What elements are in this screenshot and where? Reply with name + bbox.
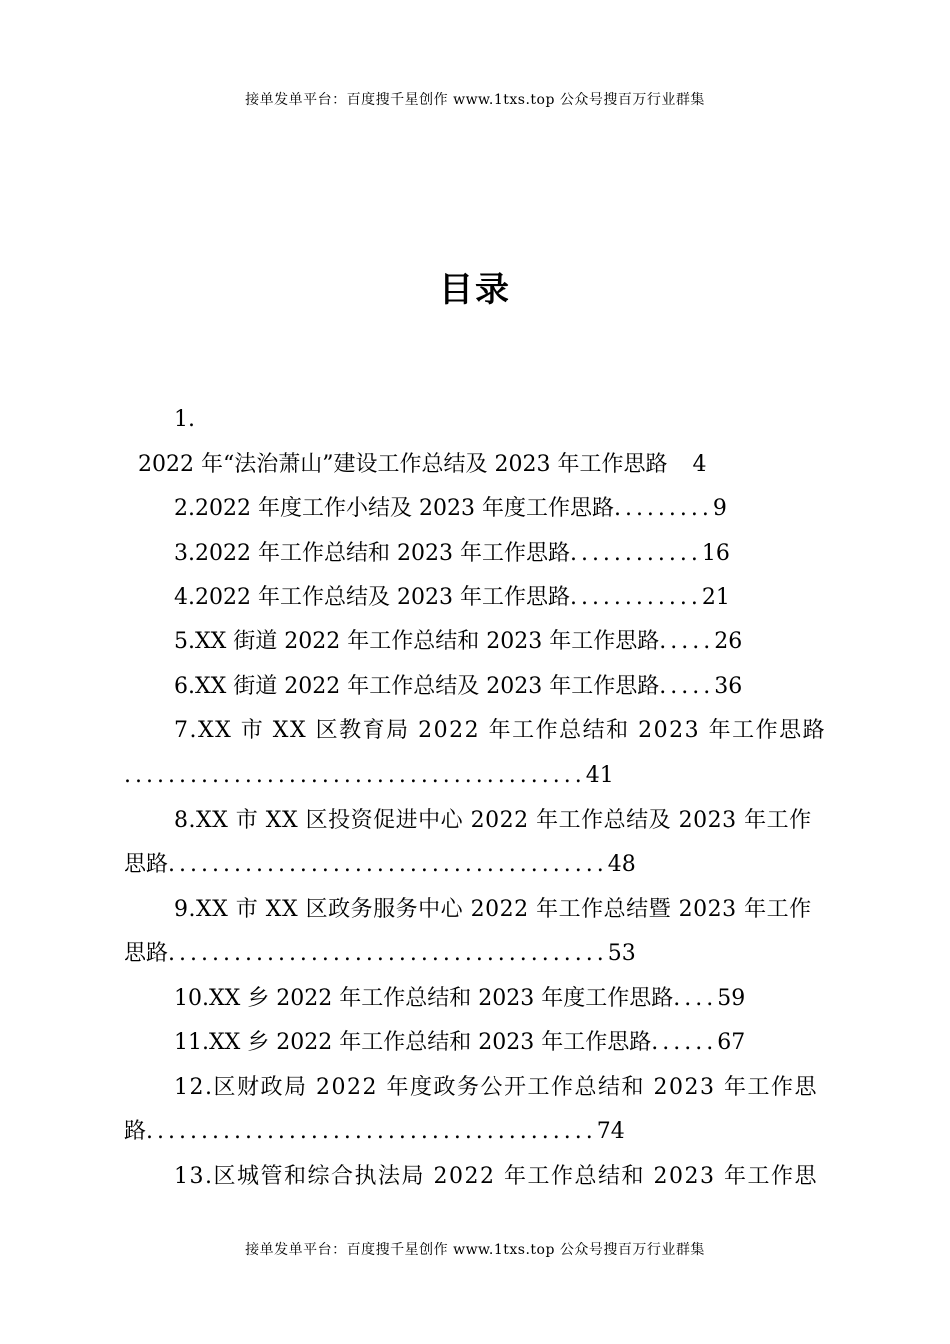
toc-entry-3[interactable] — [174, 539, 730, 569]
toc-entry-1-number: 1. — [174, 407, 195, 432]
toc-entry-1[interactable] — [138, 450, 706, 480]
toc-entry-11-page: 67 — [717, 1030, 746, 1055]
toc-entry-11-text: 11.XX 乡 2022 年工作总结和 2023 年工作思路 — [174, 1030, 652, 1055]
toc-entry-1-text: 2022 年“法治萧山”建设工作总结及 2023 年工作思路 — [138, 452, 668, 477]
toc-entry-12-continuation[interactable] — [124, 1117, 625, 1147]
toc-entry-5-page: 26 — [714, 629, 743, 654]
toc-entry-5-text: 5.XX 街道 2022 年工作总结和 2023 年工作思路 — [174, 629, 660, 654]
toc-entry-4-text: 4.2022 年工作总结及 2023 年工作思路 — [174, 585, 570, 610]
toc-entry-11[interactable] — [174, 1028, 745, 1058]
toc-entry-4[interactable] — [174, 583, 730, 613]
toc-entry-2-page: 9 — [712, 496, 727, 521]
toc-entry-2-text: 2.2022 年度工作小结及 2023 年度工作思路 — [174, 496, 614, 521]
toc-entry-8-continuation[interactable] — [124, 850, 636, 880]
toc-entry-7-page: 41 — [585, 763, 614, 788]
page-header-watermark: 接单发单平台：百度搜千星创作 www.1txs.top 公众号搜百万行业群集 — [245, 92, 705, 108]
toc-entry-6-text: 6.XX 街道 2022 年工作总结及 2023 年工作思路 — [174, 674, 660, 699]
toc-entry-7-continuation[interactable] — [124, 761, 614, 791]
toc-entry-12-leader: ......................................... — [146, 1119, 597, 1144]
toc-entry-10-leader: .... — [673, 986, 718, 1011]
toc-entry-13[interactable]: 13.区城管和综合执法局 2022 年工作总结和 2023 年工作思 — [174, 1164, 818, 1189]
toc-entry-12-cont-text: 路 — [124, 1119, 147, 1144]
toc-entry-9-leader: ........................................ — [168, 941, 608, 966]
toc-entry-8-cont-text: 思路 — [124, 852, 169, 877]
toc-entry-3-text: 3.2022 年工作总结和 2023 年工作思路 — [174, 541, 570, 566]
toc-entry-8-leader: ........................................ — [168, 852, 608, 877]
toc-entry-6[interactable] — [174, 672, 742, 702]
toc-entry-1-page: 4 — [692, 452, 707, 477]
toc-entry-6-leader: ..... — [659, 674, 715, 699]
toc-entry-10-page: 59 — [717, 986, 746, 1011]
toc-entry-10[interactable] — [174, 984, 745, 1014]
toc-entry-7[interactable]: 7.XX 市 XX 区教育局 2022 年工作总结和 2023 年工作思路 — [174, 718, 827, 743]
toc-entry-9-cont-text: 思路 — [124, 941, 169, 966]
toc-entry-5[interactable] — [174, 627, 742, 657]
toc-entry-3-page: 16 — [701, 541, 730, 566]
toc-entry-7-leader: .......................................... — [124, 763, 586, 788]
toc-entry-12[interactable]: 12.区财政局 2022 年度政务公开工作总结和 2023 年工作思 — [174, 1075, 818, 1100]
toc-entry-3-leader: ............ — [569, 541, 702, 566]
toc-entry-9[interactable]: 9.XX 市 XX 区政务服务中心 2022 年工作总结暨 2023 年工作 — [174, 897, 812, 922]
toc-entry-6-page: 36 — [714, 674, 743, 699]
toc-entry-9-continuation[interactable] — [124, 939, 636, 969]
toc-entry-8[interactable]: 8.XX 市 XX 区投资促进中心 2022 年工作总结及 2023 年工作 — [174, 808, 812, 833]
toc-entry-5-leader: ..... — [659, 629, 715, 654]
toc-entry-11-leader: ...... — [651, 1030, 718, 1055]
toc-entry-2[interactable] — [174, 494, 727, 524]
toc-entry-4-leader: ............ — [569, 585, 702, 610]
toc-entry-9-page: 53 — [607, 941, 636, 966]
toc-entry-10-text: 10.XX 乡 2022 年工作总结和 2023 年度工作思路 — [174, 986, 674, 1011]
page-footer-watermark: 接单发单平台：百度搜千星创作 www.1txs.top 公众号搜百万行业群集 — [245, 1242, 705, 1258]
toc-entry-12-page: 74 — [596, 1119, 625, 1144]
toc-entry-8-page: 48 — [607, 852, 636, 877]
toc-entry-4-page: 21 — [701, 585, 730, 610]
toc-entry-2-leader: ......... — [613, 496, 713, 521]
page-title: 目录 — [439, 270, 511, 310]
